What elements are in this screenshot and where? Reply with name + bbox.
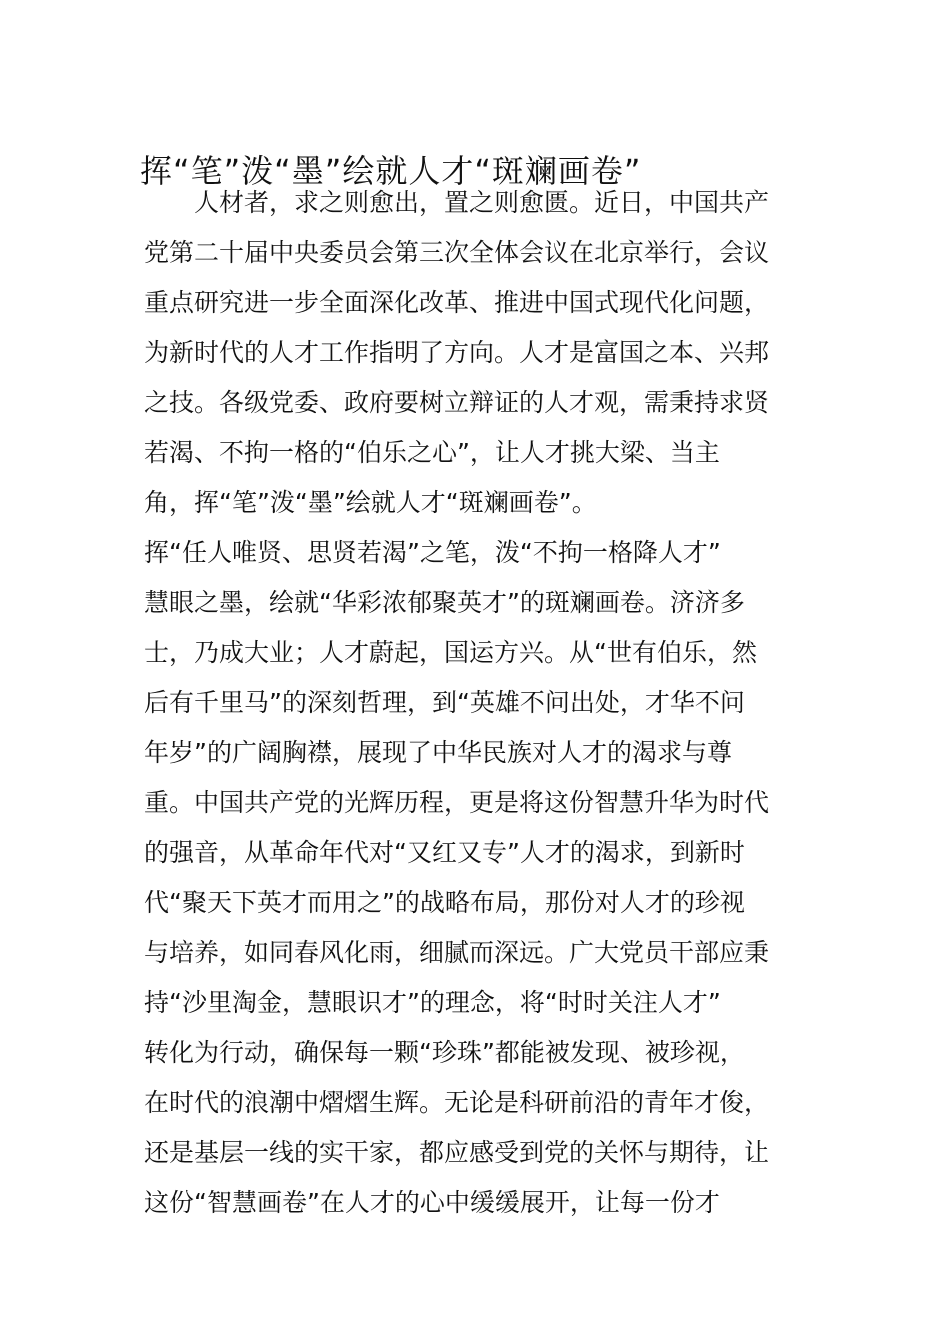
body-line: 士，乃成大业；人才蔚起，国运方兴。从“世有伯乐，然 xyxy=(144,638,757,667)
body-line: 在时代的浪潮中熠熠生辉。无论是科研前沿的青年才俊， xyxy=(144,1088,770,1117)
body-line: 重。中国共产党的光辉历程，更是将这份智慧升华为时代 xyxy=(144,788,770,817)
body-line: 后有千里马”的深刻哲理，到“英雄不问出处，才华不问 xyxy=(144,688,745,717)
document-body xyxy=(144,178,810,1228)
body-line: 年岁”的广阔胸襟，展现了中华民族对人才的渴求与尊 xyxy=(144,738,732,767)
body-line: 若渴、不拘一格的“伯乐之心”，让人才挑大梁、当主 xyxy=(144,438,720,467)
body-line: 重点研究进一步全面深化改革、推进中国式现代化问题， xyxy=(144,288,770,317)
body-line: 代“聚天下英才而用之”的战略布局，那份对人才的珍视 xyxy=(144,888,745,917)
body-line: 为新时代的人才工作指明了方向。人才是富国之本、兴邦 xyxy=(144,338,770,367)
body-line: 慧眼之墨，绘就“华彩浓郁聚英才”的斑斓画卷。济济多 xyxy=(144,588,745,617)
body-line: 这份“智慧画卷”在人才的心中缓缓展开，让每一份才 xyxy=(144,1188,720,1217)
body-line: 还是基层一线的实干家，都应感受到党的关怀与期待，让 xyxy=(144,1138,770,1167)
body-line: 的强音，从革命年代对“又红又专”人才的渴求，到新时 xyxy=(144,838,745,867)
body-line: 党第二十届中央委员会第三次全体会议在北京举行，会议 xyxy=(144,238,770,267)
body-line: 角，挥“笔”泼“墨”绘就人才“斑斓画卷”。 xyxy=(144,488,597,517)
body-line: 挥“任人唯贤、思贤若渴”之笔，泼“不拘一格降人才” xyxy=(144,538,721,567)
document-title: 挥“笔”泼“墨”绘就人才“斑斓画卷” xyxy=(140,152,642,191)
body-line: 之技。各级党委、政府要树立辩证的人才观，需秉持求贤 xyxy=(144,388,770,417)
body-line: 持“沙里淘金，慧眼识才”的理念，将“时时关注人才” xyxy=(144,988,721,1017)
body-line: 与培养，如同春风化雨，细腻而深远。广大党员干部应秉 xyxy=(144,938,770,967)
body-line: 转化为行动，确保每一颗“珍珠”都能被发现、被珍视， xyxy=(144,1038,745,1067)
body-line: 人材者，求之则愈出，置之则愈匮。近日，中国共产 xyxy=(144,188,770,217)
